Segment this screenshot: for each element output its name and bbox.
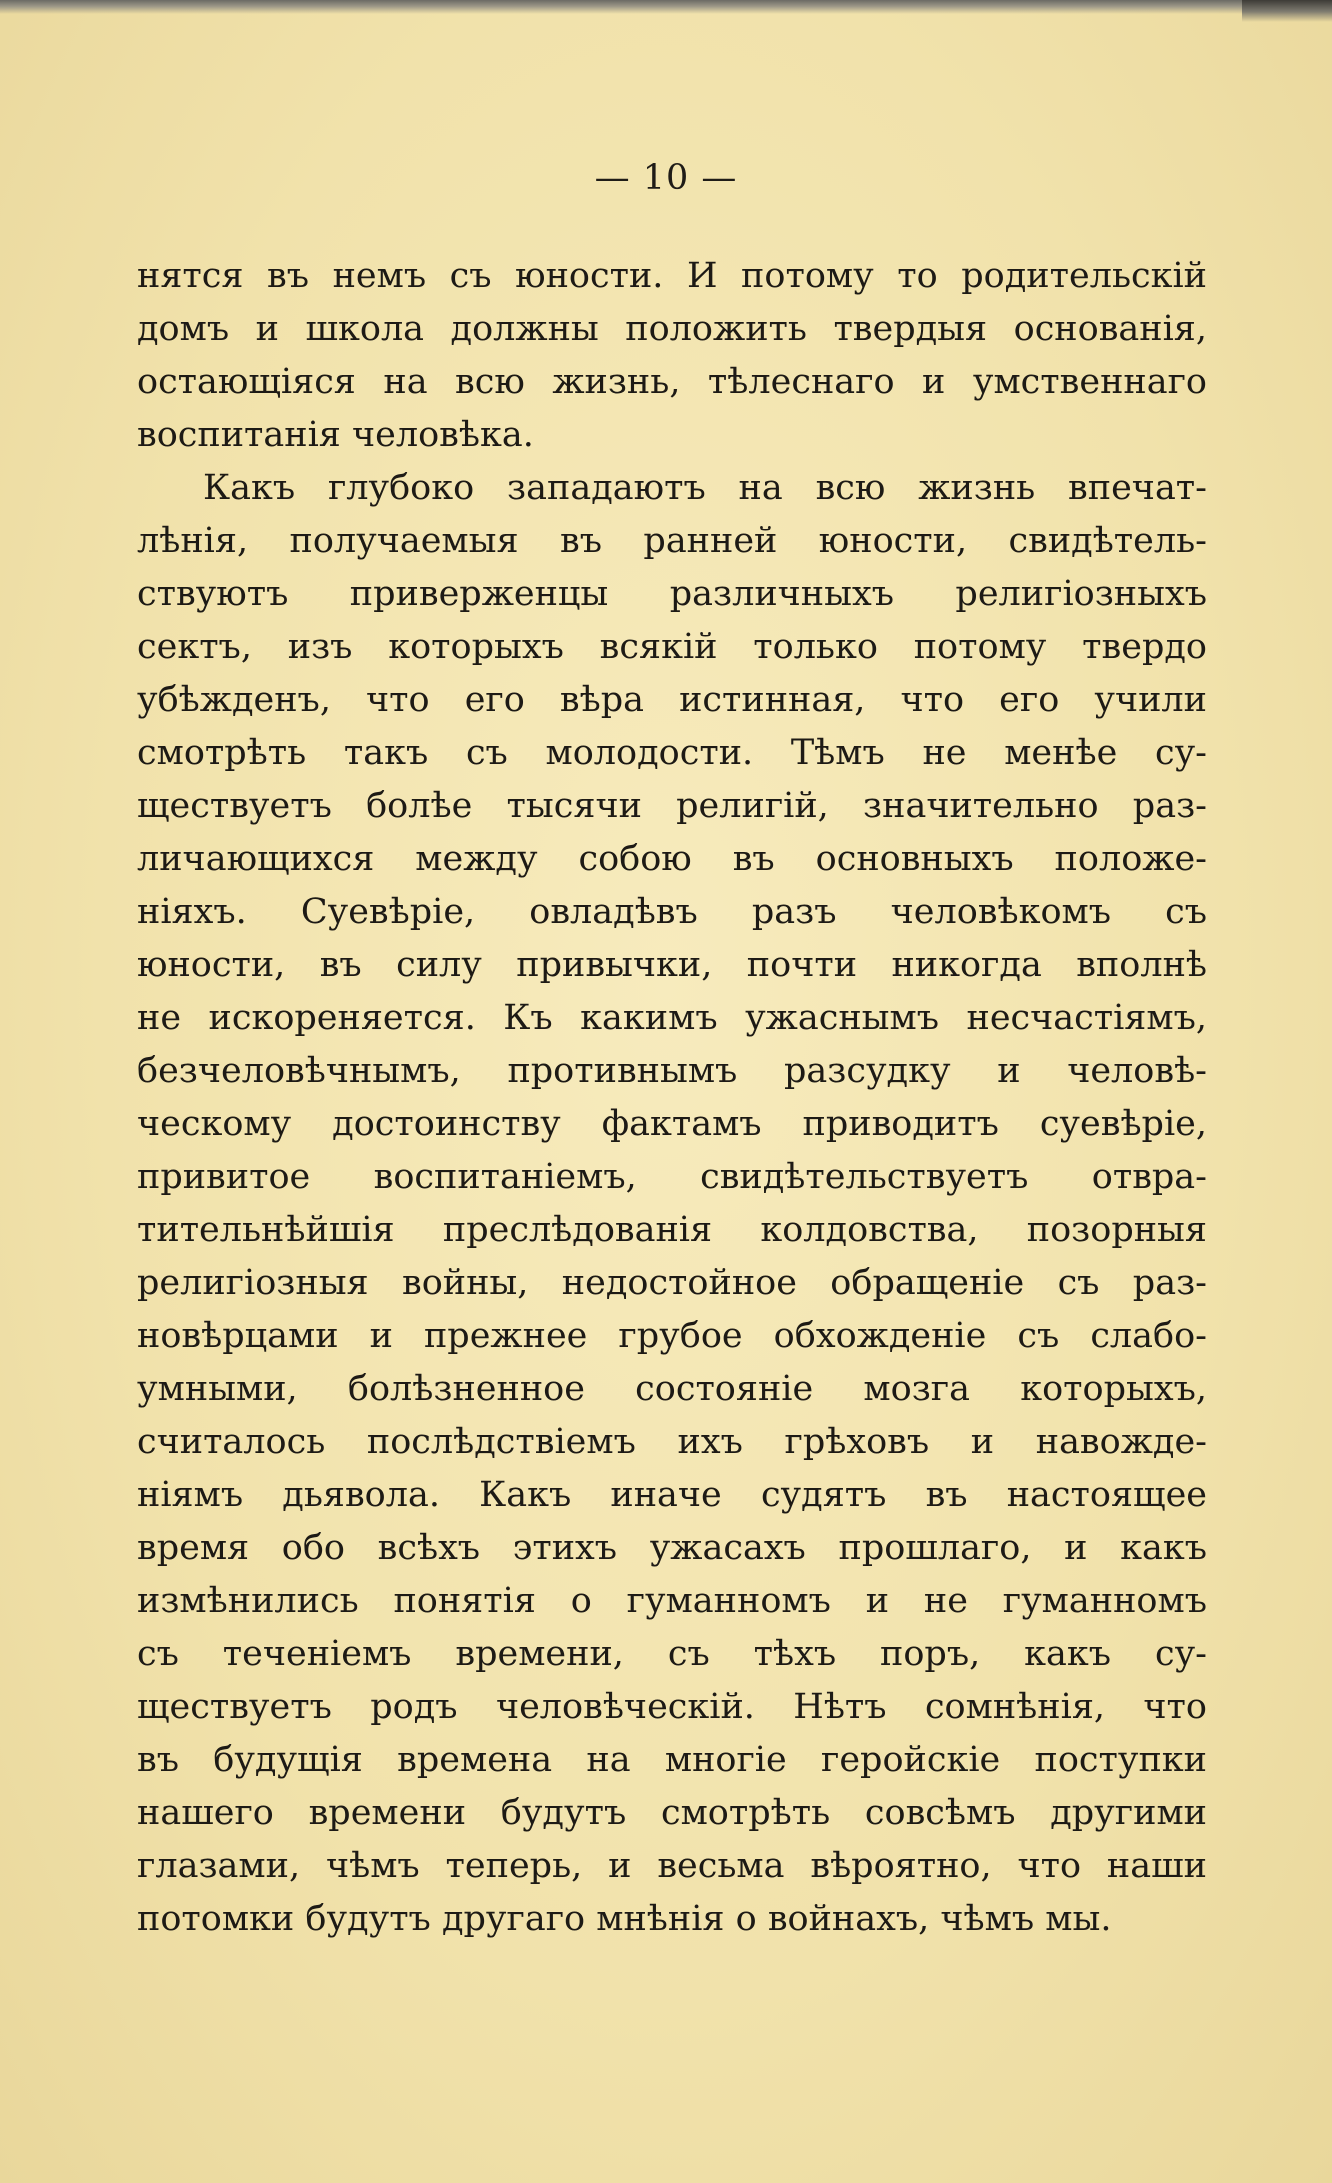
text-line: не искореняется. Къ какимъ ужаснымъ несчастіямъ, [137, 998, 1207, 1038]
text-line: ствуютъ приверженцы различныхъ религіозныхъ [137, 574, 1207, 614]
text-line: воспитанія человѣка. [137, 415, 534, 455]
text-line: ніямъ дьявола. Какъ иначе судятъ въ настоящее [137, 1475, 1207, 1515]
text-line: религіозныя войны, недостойное обращеніе съ раз- [137, 1263, 1207, 1303]
text-line: безчеловѣчнымъ, противнымъ разсудку и человѣ- [137, 1051, 1207, 1091]
text-line: Какъ глубоко западаютъ на всю жизнь впечат- [203, 468, 1207, 508]
text-line: тительнѣйшія преслѣдованія колдовства, позорныя [137, 1210, 1207, 1250]
text-line: считалось послѣдствіемъ ихъ грѣховъ и навожде- [137, 1422, 1207, 1462]
page-corner-shadow [1242, 0, 1332, 22]
text-line: съ теченіемъ времени, съ тѣхъ поръ, какъ су- [137, 1634, 1207, 1674]
text-line: убѣжденъ, что его вѣра истинная, что его учили [137, 680, 1207, 720]
text-line: новѣрцами и прежнее грубое обхожденіе съ слабо- [137, 1316, 1207, 1356]
text-line: нашего времени будутъ смотрѣть совсѣмъ другими [137, 1793, 1207, 1833]
text-line: нятся въ немъ съ юности. И потому то родительскій [137, 256, 1207, 296]
text-line: ніяхъ. Суевѣріе, овладѣвъ разъ человѣкомъ съ [137, 892, 1207, 932]
page-top-edge-shadow [0, 0, 1332, 14]
body-text [137, 250, 1207, 1946]
text-line: юности, въ силу привычки, почти никогда вполнѣ [137, 945, 1207, 985]
text-line: глазами, чѣмъ теперь, и весьма вѣроятно, что наши [137, 1846, 1207, 1886]
text-line: привитое воспитаніемъ, свидѣтельствуетъ отвра- [137, 1157, 1207, 1197]
text-line: домъ и школа должны положить твердыя основанія, [137, 309, 1207, 349]
text-line: умными, болѣзненное состояніе мозга которыхъ, [137, 1369, 1207, 1409]
text-line: измѣнились понятія о гуманномъ и не гуманномъ [137, 1581, 1207, 1621]
text-line: лѣнія, получаемыя въ ранней юности, свидѣтель- [137, 521, 1207, 561]
text-line: въ будущія времена на многіе геройскіе поступки [137, 1740, 1207, 1780]
text-line: потомки будутъ другаго мнѣнія о войнахъ, чѣмъ мы. [137, 1899, 1112, 1939]
text-line: ществуетъ болѣе тысячи религій, значительно раз- [137, 786, 1207, 826]
text-line: ществуетъ родъ человѣческій. Нѣтъ сомнѣнія, что [137, 1687, 1207, 1727]
text-line: сектъ, изъ которыхъ всякій только потому твердо [137, 627, 1207, 667]
text-line: смотрѣть такъ съ молодости. Тѣмъ не менѣе су- [137, 733, 1207, 773]
text-line: личающихся между собою въ основныхъ положе- [137, 839, 1207, 879]
text-line: ческому достоинству фактамъ приводитъ суевѣріе, [137, 1104, 1207, 1144]
text-line: время обо всѣхъ этихъ ужасахъ прошлаго, и какъ [137, 1528, 1207, 1568]
text-line: остающіяся на всю жизнь, тѣлеснаго и умственнаго [137, 362, 1207, 402]
page-number: — 10 — [594, 158, 738, 198]
